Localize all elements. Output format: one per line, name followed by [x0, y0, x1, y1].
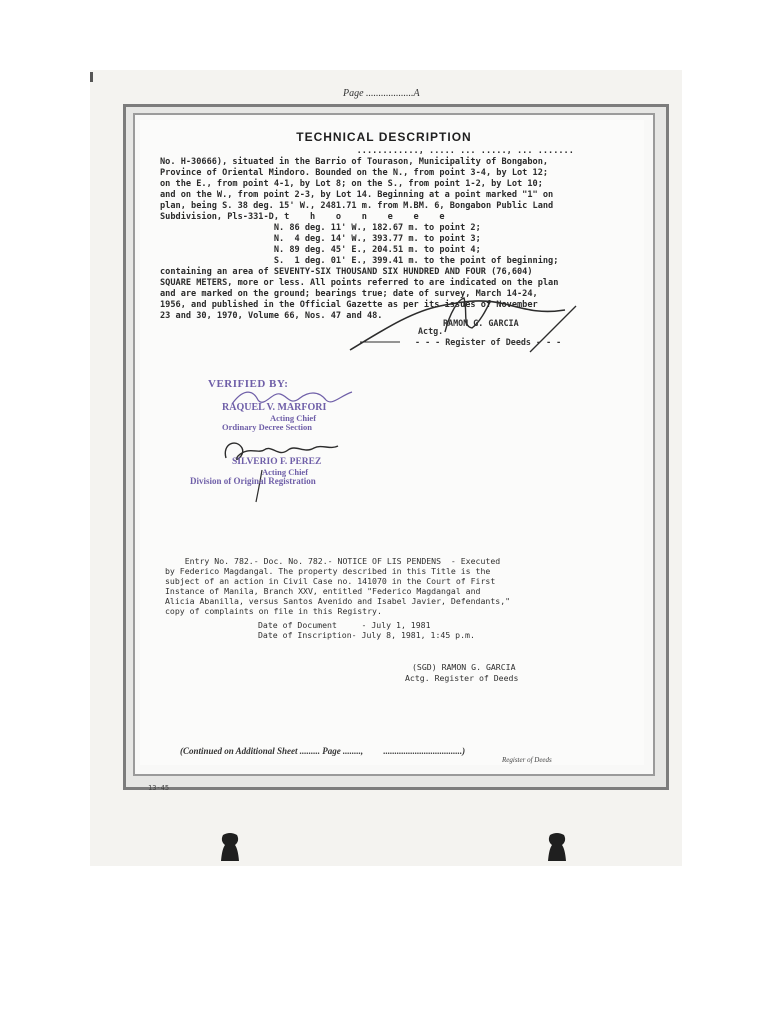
bearing-line: N. 89 deg. 45' E., 204.51 m. to point 4; — [160, 245, 481, 255]
description-line: and are marked on the ground; bearings true; date of survey, March 14-24, — [160, 289, 538, 299]
verifier-title-1b: Ordinary Decree Section — [222, 422, 313, 432]
entry-line: Instance of Manila, Branch XXV, entitled "Federico Magdangal and — [165, 586, 481, 596]
verifier-title-2b: Division of Original Registration — [190, 476, 316, 486]
entry-line: subject of an action in Civil Case no. 141070 in the Court of First — [165, 576, 496, 586]
continuation-footer: (Continued on Additional Sheet ......... Page ........, ...................................) — [180, 746, 466, 756]
register-name: RAMON G. GARCIA — [443, 318, 519, 328]
verifier-name-1: RAQUEL V. MARFORI — [222, 402, 327, 413]
description-line: SQUARE METERS, more or less. All points referred to are indicated on the plan — [160, 278, 559, 288]
description-line: 23 and 30, 1970, Volume 66, Nos. 47 and 48. — [160, 311, 383, 321]
binder-clip-right-icon — [546, 833, 568, 863]
entry-line: Entry No. 782.- Doc. No. 782.- NOTICE OF LIS PENDENS - Executed — [165, 556, 501, 566]
page-header: Page ...................A — [343, 88, 420, 99]
verifier-title-2a: Acting Chief — [262, 467, 309, 477]
date-of-inscription: Date of Inscription- July 8, 1981, 1:45 p.m. — [258, 630, 475, 640]
bearing-line: S. 1 deg. 01' E., 399.41 m. to the point of beginning; — [160, 256, 559, 266]
bearing-line: N. 86 deg. 11' W., 182.67 m. to point 2; — [160, 223, 481, 233]
description-line: Subdivision, Pls-331-D, t h o n e e e — [160, 212, 445, 222]
entry-line: by Federico Magdangal. The property described in this Title is the — [165, 566, 491, 576]
description-line: ............, ..... ... ....., ... ....... — [160, 146, 574, 156]
description-line: containing an area of SEVENTY-SIX THOUSAND SIX HUNDRED AND FOUR (76,604) — [160, 267, 533, 277]
description-line: Province of Oriental Mindoro. Bounded on the N., from point 3-4, by Lot 12; — [160, 168, 549, 178]
scan-edge-mark — [90, 72, 93, 82]
binder-clip-left-icon — [219, 833, 241, 863]
register-actg: Actg. — [418, 326, 444, 336]
register-role: - - - Register of Deeds - - - — [415, 337, 562, 347]
entry-line: copy of complaints on file in this Registry. — [165, 606, 382, 616]
description-line: and on the W., from point 2-3, by Lot 14. Beginning at a point marked "1" on — [160, 190, 554, 200]
description-line: plan, being S. 38 deg. 15' W., 2481.71 m. from M.BM. 6, Bongabon Public Land — [160, 201, 554, 211]
footer-register-label: Register of Deeds — [502, 756, 552, 764]
verifier-name-2: SILVERIO F. PEREZ — [232, 457, 322, 467]
entry-line: Alicia Abanilla, versus Santos Avenido and Isabel Javier, Defendants," — [165, 596, 511, 606]
document-title: TECHNICAL DESCRIPTION — [296, 130, 472, 144]
description-line: on the E., from point 4-1, by Lot 8; on the S., from point 1-2, by Lot 10; — [160, 179, 543, 189]
entry-signatory-role: Actg. Register of Deeds — [405, 673, 519, 683]
entry-signatory-name: (SGD) RAMON G. GARCIA — [412, 662, 516, 672]
description-line: No. H-30666), situated in the Barrio of Tourason, Municipality of Bongabon, — [160, 157, 549, 167]
date-of-document: Date of Document - July 1, 1981 — [258, 620, 431, 630]
bearing-line: N. 4 deg. 14' W., 393.77 m. to point 3; — [160, 234, 481, 244]
verified-heading: VERIFIED BY: — [208, 378, 289, 390]
verifier-title-1a: Acting Chief — [270, 413, 317, 423]
form-number: 13-45 — [148, 784, 170, 792]
description-line: 1956, and published in the Official Gazette as per its issues of November — [160, 300, 538, 310]
